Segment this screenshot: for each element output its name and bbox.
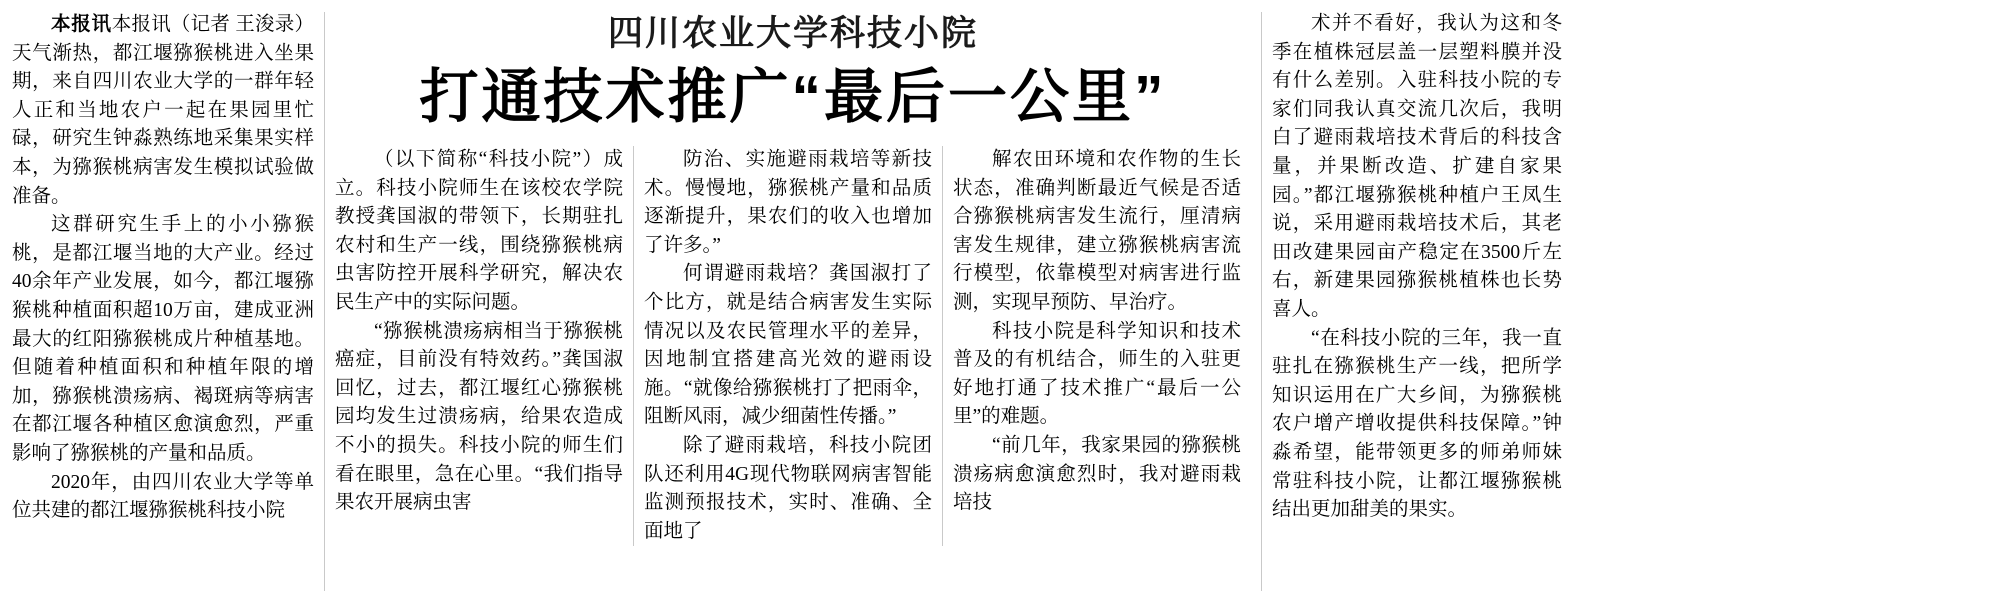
article-column-3 — [644, 146, 932, 546]
headline-body-columns — [335, 146, 1251, 546]
column-divider — [1261, 12, 1262, 591]
paragraph: 科技小院是科学知识和技术普及的有机结合，师生的入驻更好地打通了技术推广“最后一公里”的难题。 — [953, 320, 1241, 428]
column-divider — [324, 12, 325, 591]
headline-title: 打通技术推广“最后一公里” — [419, 64, 1167, 130]
paragraph: 解农田环境和农作物的生长状态，准确判断最近气候是否适合猕猴桃病害发生流行，厘清病害发生规律，建立猕猴桃病害流行模型，依靠模型对病害进行监测，实现早预防、早治疗。 — [953, 149, 1241, 313]
headline-and-columns — [335, 10, 1251, 546]
paragraph: “猕猴桃溃疡病相当于猕猴桃癌症，目前没有特效药。”龚国淑回忆，过去，都江堰红心猕猴桃园均发生过溃疡病，给果农造成不小的损失。科技小院的师生们看在眼里，急在心里。“我们指导果农开展病虫害 — [335, 320, 623, 514]
headline-kicker: 四川农业大学科技小院 — [607, 14, 978, 53]
article-column-4 — [953, 146, 1241, 518]
article-column-5 — [1272, 10, 1562, 525]
article-column-1 — [12, 10, 314, 526]
article-column-2 — [335, 146, 623, 518]
paragraph: 防治、实施避雨栽培等新技术。慢慢地，猕猴桃产量和品质逐渐提升，果农们的收入也增加了许多。” — [644, 149, 932, 256]
paragraph — [12, 10, 314, 211]
paragraph: “在科技小院的三年，我一直驻扎在猕猴桃生产一线，把所学知识运用在广大乡间，为猕猴桃农户增产增收提供科技保障。”钟淼希望，能带领更多的师弟师妹常驻科技小院，让都江堰猕猴桃结出更加甜美的果实。 — [1272, 327, 1562, 521]
paragraph-text: 本报讯（记者 王浚录）天气渐热，都江堰猕猴桃进入坐果期，来自四川农业大学的一群年轻人正和当地农户一起在果园里忙碌，研究生钟淼熟练地采集果实样本，为猕猴桃病害发生模拟试验做准备。 — [12, 14, 314, 207]
paragraph: 除了避雨栽培，科技小院团队还利用4G现代物联网病害智能监测预报技术，实时、准确、全面地了 — [644, 434, 932, 542]
paragraph: 这群研究生手上的小小猕猴桃，是都江堰当地的大产业。经过40余年产业发展，如今，都江堰猕猴桃种植面积超10万亩，建成亚洲最大的红阳猕猴桃成片种植基地。但随着种植面积和种植年限的增加，猕猴桃溃疡病、褐斑病等病害在都江堰各种植区愈演愈烈，严重影响了猕猴桃的产量和品质。 — [12, 214, 314, 464]
paragraph: （以下简称“科技小院”）成立。科技小院师生在该校农学院教授龚国淑的带领下，长期驻扎农村和生产一线，围绕猕猴桃病虫害防控开展科学研究，解决农民生产中的实际问题。 — [335, 149, 623, 313]
paragraph: 术并不看好，我认为这和冬季在植株冠层盖一层塑料膜并没有什么差别。入驻科技小院的专家们同我认真交流几次后，我明白了避雨栽培技术背后的科技含量，并果断改造、扩建自家果园。”都江堰猕猴桃种植户王凤生说，采用避雨栽培技术后，其老田改建果园亩产稳定在3500斤左右，新建果园猕猴桃植株也长势喜人。 — [1272, 13, 1562, 320]
dateline-lead: 本报讯 — [51, 13, 112, 35]
column-divider — [942, 146, 943, 546]
paragraph: 何谓避雨栽培？龚国淑打了个比方，就是结合病害发生实际情况以及农民管理水平的差异，因地制宜搭建高光效的避雨设施。“就像给猕猴桃打了把雨伞，阻断风雨，减少细菌性传播。” — [644, 263, 932, 428]
column-divider — [633, 146, 634, 546]
paragraph: “前几年，我家果园的猕猴桃溃疡病愈演愈烈时，我对避雨栽培技 — [953, 434, 1241, 514]
headline-block — [335, 10, 1251, 132]
paragraph: 2020年，由四川农业大学等单位共建的都江堰猕猴桃科技小院 — [12, 471, 314, 522]
